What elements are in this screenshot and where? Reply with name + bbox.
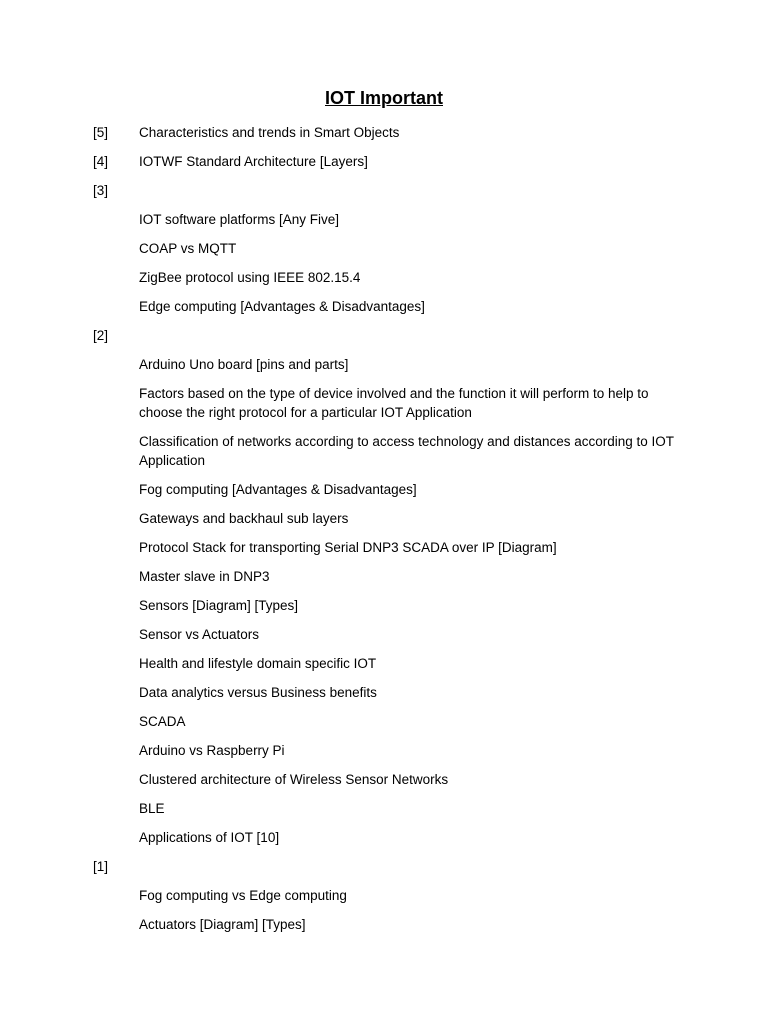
marks-label: [5]: [93, 125, 109, 140]
topic-text: Sensors [Diagram] [Types]: [139, 598, 299, 613]
document-title: IOT Important: [325, 88, 443, 108]
topic-text: Classification of networks according to access technology and distances according to IOT Application: [139, 434, 674, 468]
topic-text: SCADA: [139, 714, 186, 729]
topic-text: Health and lifestyle domain specific IOT: [139, 656, 377, 671]
topic-text: Arduino Uno board [pins and parts]: [139, 357, 349, 372]
topic-text: Data analytics versus Business benefits: [139, 685, 377, 700]
marks-label: [3]: [93, 183, 109, 198]
marks-label: [2]: [93, 328, 109, 343]
topic-text: ZigBee protocol using IEEE 802.15.4: [139, 270, 361, 285]
topic-text: Edge computing [Advantages & Disadvantages]: [139, 299, 425, 314]
topic-text: Master slave in DNP3: [139, 569, 270, 584]
topic-text: Gateways and backhaul sub layers: [139, 511, 349, 526]
topic-text: Arduino vs Raspberry Pi: [139, 743, 285, 758]
topic-text: BLE: [139, 801, 165, 816]
topic-text: Factors based on the type of device involved and the function it will perform to help to choose the right protocol for a particular IOT Application: [139, 386, 649, 420]
topic-text: Clustered architecture of Wireless Sensor Networks: [139, 772, 449, 787]
topic-text: Sensor vs Actuators: [139, 627, 260, 642]
topic-text: Actuators [Diagram] [Types]: [139, 917, 306, 932]
topic-text: Fog computing vs Edge computing: [139, 888, 347, 903]
topic-text: COAP vs MQTT: [139, 241, 237, 256]
topic-text: Characteristics and trends in Smart Objects: [139, 125, 400, 140]
topic-text: IOT software platforms [Any Five]: [139, 212, 340, 227]
topic-text: IOTWF Standard Architecture [Layers]: [139, 154, 368, 169]
marks-label: [4]: [93, 154, 109, 169]
topic-text: Applications of IOT [10]: [139, 830, 280, 845]
marks-label: [1]: [93, 859, 109, 874]
topic-text: Protocol Stack for transporting Serial DNP3 SCADA over IP [Diagram]: [139, 540, 557, 555]
topic-text: Fog computing [Advantages & Disadvantages]: [139, 482, 417, 497]
